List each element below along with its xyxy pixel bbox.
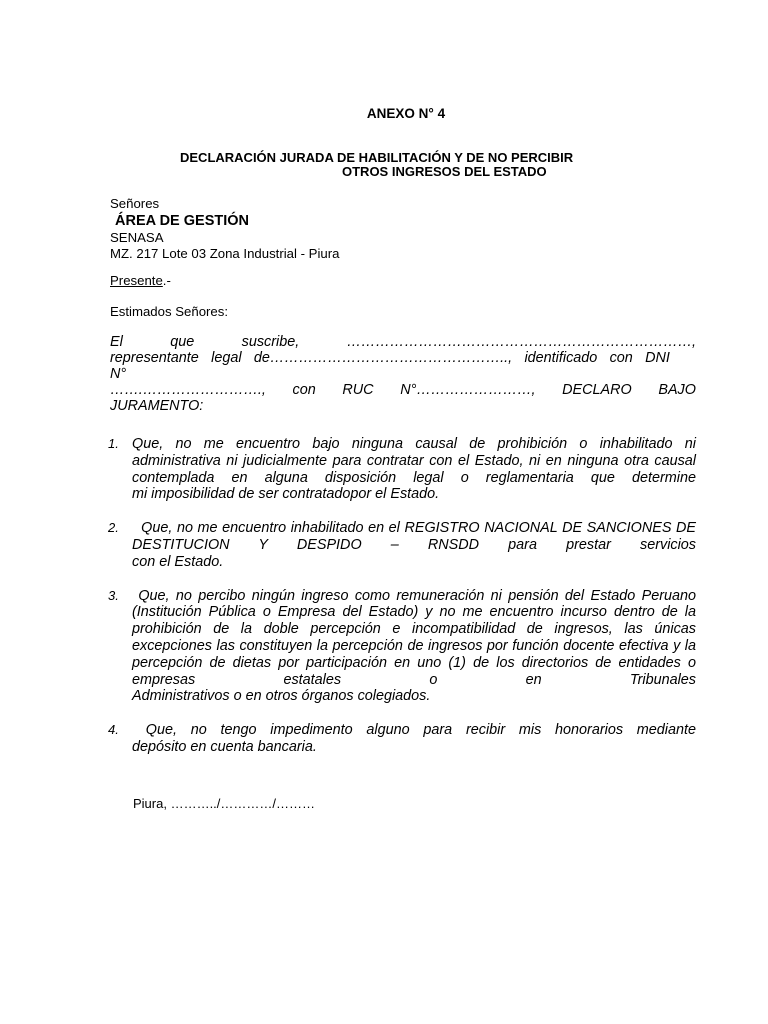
item-number: 4. <box>108 722 119 738</box>
dni-blank: …….……………………., <box>110 382 266 398</box>
intro-word: representante <box>110 350 199 366</box>
place-date-line: Piura, ………../…………/……… <box>133 796 316 811</box>
item-text: Que, no me encuentro inhabilitado en el REGISTRO NACIONAL DE SANCIONES DE DESTITUCION Y DESPIDO – RNSDD para prestar servicios <box>132 520 700 553</box>
intro-word: El <box>110 334 123 350</box>
item-text-last: Administrativos o en otros órganos colegiados. <box>132 688 431 705</box>
addressee-block <box>110 196 339 262</box>
document-title-line-1: DECLARACIÓN JURADA DE HABILITACIÓN Y DE NO PERCIBIR <box>180 150 574 165</box>
intro-line-2 <box>110 350 670 366</box>
declaration-intro <box>110 334 696 414</box>
intro-line-3: N° <box>110 366 127 382</box>
intro-line-1 <box>110 334 696 350</box>
declaration-items <box>108 436 701 773</box>
greeting: Estimados Señores: <box>110 304 229 319</box>
annex-number: ANEXO N° 4 <box>366 106 446 121</box>
intro-word: con <box>292 382 316 398</box>
addressee-area: ÁREA DE GESTIÓN <box>115 213 250 229</box>
intro-line-4 <box>110 382 696 398</box>
item-text: Que, no tengo impedimento alguno para recibir mis honorarios mediante <box>132 722 696 739</box>
intro-word: que <box>170 334 195 350</box>
addressee-org: SENASA <box>110 230 164 245</box>
item-number: 3. <box>108 587 119 603</box>
presente-suffix: .- <box>162 273 171 288</box>
presente-word: Presente <box>110 273 163 288</box>
intro-word: suscribe, <box>241 334 300 350</box>
intro-word: identificado <box>524 350 598 366</box>
intro-word: DNI <box>645 350 670 366</box>
item-text-last: depósito en cuenta bancaria. <box>132 738 317 755</box>
item-text-last: con el Estado. <box>132 553 224 570</box>
item-text: Que, no percibo ningún ingreso como remuneración ni pensión del Estado Peruano (Institución Pública o Empresa del Estado) y no me encuentro incurso dentro de la prohibición de la doble percepción e incompatibilidad de ingresos, las únicas excepciones las constituyen la percepción de ingresos por función docente efectiva y la percepción de dietas por participación en uno (1) de los directorios de entidades o empresas estatales o en Tribunales <box>132 587 701 688</box>
intro-word: legal <box>211 350 242 366</box>
item-number: 2. <box>108 520 119 536</box>
declaration-item-1 <box>108 436 696 503</box>
addressee-address: MZ. 217 Lote 03 Zona Industrial - Piura <box>110 246 340 261</box>
item-text: Que, no me encuentro bajo ninguna causal de prohibición o inhabilitado ni administrativa ni judicialmente para contratar con el Estado, ni en ninguna otra causal contemplada en alguna disposición legal o reglamentaria que determine <box>132 436 696 486</box>
item-text-last: mi imposibilidad de ser contratadopor el Estado. <box>132 486 440 503</box>
item-number: 1. <box>108 436 119 451</box>
intro-line-5: JURAMENTO: <box>110 398 204 414</box>
intro-word: DECLARO <box>562 382 632 398</box>
name-blank: ………………………………………………………………, <box>346 334 696 350</box>
intro-word: con <box>609 350 633 366</box>
document-title-line-2: OTROS INGRESOS DEL ESTADO <box>342 164 547 179</box>
salutation: Señores <box>110 196 160 211</box>
declaration-item-3 <box>108 587 701 706</box>
intro-word: BAJO <box>658 382 696 398</box>
presente-line <box>110 273 171 288</box>
declaration-item-4 <box>108 722 696 756</box>
intro-word: RUC <box>342 382 374 398</box>
declaration-item-2 <box>108 520 700 570</box>
company-blank: de………………………………………….., <box>253 350 513 366</box>
ruc-blank: N°……………………, <box>400 382 536 398</box>
